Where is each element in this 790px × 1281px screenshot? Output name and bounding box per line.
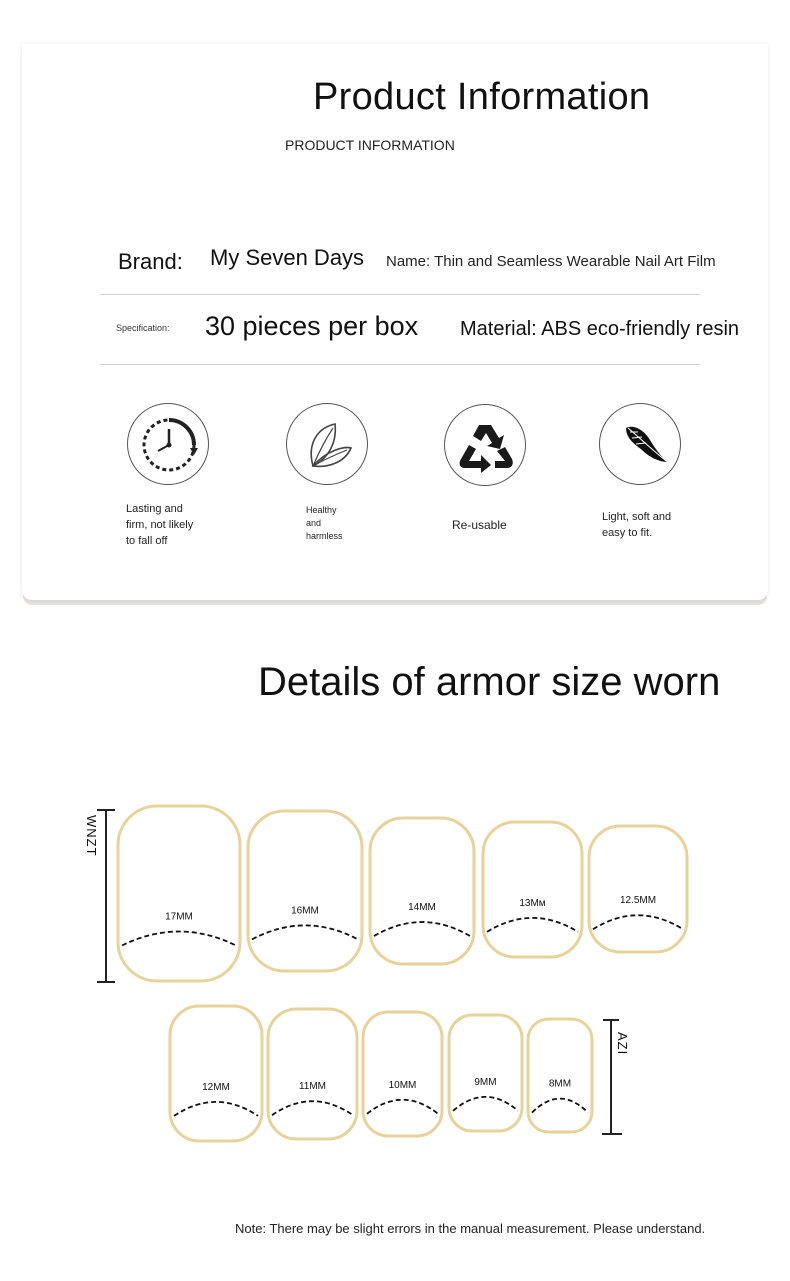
nail-curvature-line (453, 1097, 518, 1111)
material-text: Material: ABS eco-friendly resin (460, 318, 740, 340)
nail-size-label: 11MM (298, 1081, 327, 1093)
feature-caption: Re-usable (452, 518, 507, 532)
brand-label: Brand: (118, 249, 183, 274)
nail-outline (483, 822, 582, 957)
nail-outline (363, 1012, 442, 1136)
nail-curvature-line (367, 1100, 438, 1114)
nail-outline (170, 1006, 262, 1141)
nail-outline (118, 806, 240, 981)
nail-curvature-line (174, 1102, 258, 1116)
nail-outline (449, 1015, 522, 1131)
nail-size-label: 9MM (474, 1076, 497, 1088)
nail-outline (268, 1009, 357, 1139)
product-info-subtitle: PRODUCT INFORMATION (285, 137, 455, 153)
nail-outline (248, 811, 362, 971)
nail-size-label: 12.5MM (619, 895, 657, 907)
spec-value: 30 pieces per box (205, 311, 419, 341)
nail-curvature-line (122, 932, 236, 946)
nail-size-label: 10MM (388, 1079, 417, 1091)
spec-label: Specification: (116, 323, 170, 333)
feature-caption: Lasting and firm, not likely to fall off (126, 503, 194, 547)
product-name: Name: Thin and Seamless Wearable Nail Art Film (386, 253, 716, 270)
size-section-title: Details of armor size worn (258, 660, 721, 704)
nail-curvature-line (272, 1101, 353, 1115)
product-info-title: Product Information (313, 76, 651, 118)
nail-curvature-line (593, 915, 683, 929)
nail-curvature-line (252, 925, 358, 939)
nail-outline (528, 1019, 592, 1132)
top-axis-label: WNZT (84, 815, 99, 857)
nail-outline (589, 826, 687, 952)
nail-size-label: 14MM (408, 902, 436, 914)
nail-size-label: 17MM (165, 911, 193, 923)
nail-curvature-line (532, 1099, 588, 1113)
bottom-axis-label: AZI (615, 1032, 630, 1056)
nail-curvature-line (374, 922, 470, 936)
nail-curvature-line (487, 918, 578, 932)
nail-size-label: 8MM (548, 1078, 572, 1090)
nail-size-label: 13Mм (519, 897, 546, 909)
nail-size-label: 12MM (202, 1081, 230, 1093)
feature-caption: Light, soft and easy to fit. (602, 511, 672, 539)
nail-outline (370, 818, 474, 964)
brand-value: My Seven Days (210, 245, 365, 270)
feature-caption: Healthy and harmless (306, 505, 343, 541)
nail-size-label: 16MM (291, 905, 319, 917)
measurement-note: Note: There may be slight errors in the manual measurement. Please understand. (235, 1221, 706, 1236)
